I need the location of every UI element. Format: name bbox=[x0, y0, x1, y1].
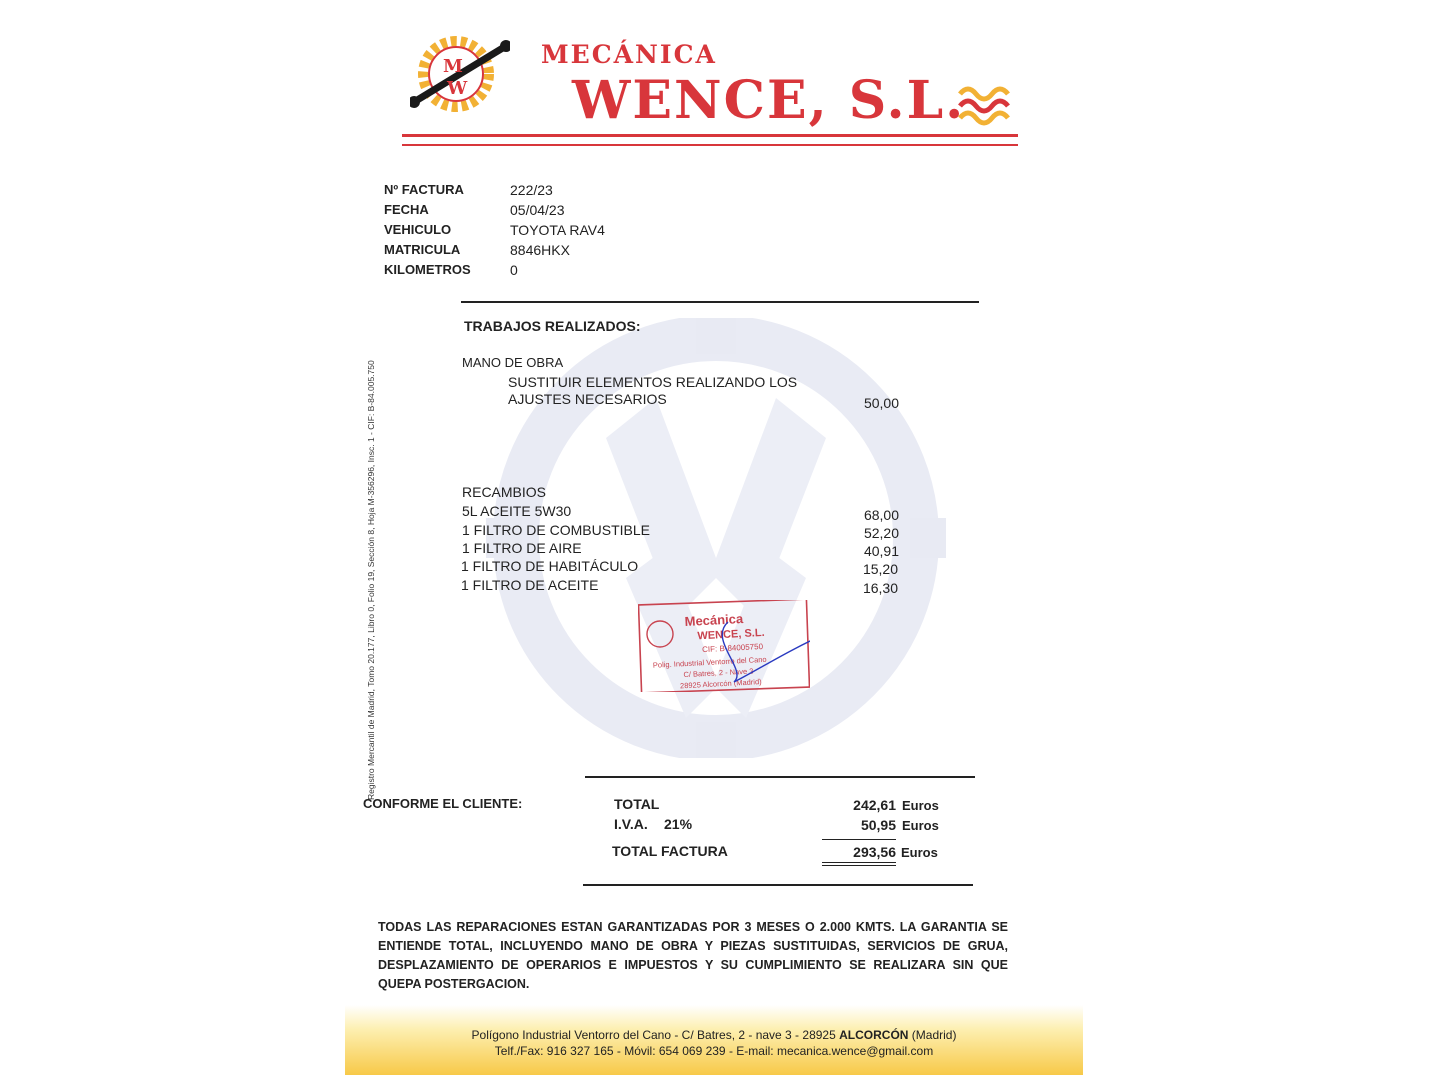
date-label: FECHA bbox=[384, 202, 429, 217]
total-value: 242,61 bbox=[853, 797, 896, 813]
footer-address-prefix: Polígono Industrial Ventorro del Cano - C/ Batres, 2 - nave 3 - 28925 bbox=[471, 1028, 836, 1042]
brand-subtitle: MECÁNICA bbox=[541, 40, 717, 69]
part-amount: 40,91 bbox=[863, 543, 899, 559]
total-factura-double-underline bbox=[822, 865, 896, 866]
vehicle-value: TOYOTA RAV4 bbox=[510, 222, 605, 238]
total-currency: Euros bbox=[902, 798, 939, 813]
plate-label: MATRICULA bbox=[384, 242, 461, 257]
part-amount: 15,20 bbox=[862, 561, 898, 577]
vat-value: 50,95 bbox=[860, 817, 896, 833]
part-item: 1 FILTRO DE AIRE bbox=[462, 540, 582, 556]
stamp-line2: WENCE, S.L. bbox=[697, 626, 765, 643]
labor-desc-line1: SUSTITUIR ELEMENTOS REALIZANDO LOS bbox=[508, 374, 798, 390]
total-factura-overline bbox=[822, 839, 896, 840]
labor-amount: 50,00 bbox=[863, 395, 899, 411]
kilometers-value: 0 bbox=[510, 262, 518, 278]
total-factura-underline bbox=[822, 862, 896, 863]
stamp-line5: C/ Batres, 2 - Nave 3 bbox=[683, 666, 754, 680]
stamp-line6: 28925 Alcorcón (Madrid) bbox=[679, 677, 762, 691]
footer-region: (Madrid) bbox=[911, 1028, 957, 1042]
plate-value: 8846HKX bbox=[510, 242, 570, 258]
brand-title: WENCE, S.L. bbox=[572, 70, 966, 131]
labor-label: MANO DE OBRA bbox=[462, 355, 564, 370]
gear-wrench-logo-icon bbox=[410, 32, 510, 112]
invoice-total-currency: Euros bbox=[901, 845, 938, 860]
part-amount: 68,00 bbox=[863, 507, 899, 523]
part-amount: 52,20 bbox=[863, 525, 899, 541]
vat-label: I.V.A. bbox=[614, 816, 648, 832]
vat-rate: 21% bbox=[664, 816, 693, 832]
stamp-line1: Mecánica bbox=[684, 610, 744, 630]
kilometers-label: KILOMETROS bbox=[384, 262, 471, 277]
guarantee-note: TODAS LAS REPARACIONES ESTAN GARANTIZADAS POR 3 MESES O 2.000 KMTS. LA GARANTIA SE ENTIENDE TOTAL, INCLUYENDO MANO DE OBRA Y PIEZAS SUSTITUIDAS, SERVICIOS DE GRUA, DESPLAZAMIENTO DE OPERARIOS E IMPUESTOS Y SU CUMPLIMIENTO SE REALIZARA SIN QUE QUEPA POSTERGACION. bbox=[378, 920, 1008, 991]
part-item: 1 FILTRO DE COMBUSTIBLE bbox=[462, 522, 650, 538]
header-divider-secondary bbox=[402, 144, 1018, 146]
part-amount: 16,30 bbox=[862, 580, 898, 596]
totals-top-rule bbox=[585, 776, 975, 778]
labor-desc-line2: AJUSTES NECESARIOS bbox=[508, 391, 667, 407]
company-stamp bbox=[638, 600, 810, 692]
section-divider bbox=[461, 301, 979, 303]
invoice-total-label: TOTAL FACTURA bbox=[612, 843, 728, 859]
totals-bottom-rule bbox=[583, 884, 973, 886]
vehicle-label: VEHICULO bbox=[384, 222, 452, 237]
svg-text:M: M bbox=[443, 56, 463, 77]
footer-contact: Telf./Fax: 916 327 165 - Móvil: 654 069 239 - E-mail: mecanica.wence@gmail.com bbox=[494, 1044, 934, 1058]
stamp-line3: CIF: B-84005750 bbox=[701, 641, 764, 655]
part-item: 1 FILTRO DE ACEITE bbox=[461, 577, 599, 593]
part-item: 1 FILTRO DE HABITÁCULO bbox=[461, 558, 639, 574]
client-signature-label: CONFORME EL CLIENTE: bbox=[363, 796, 523, 811]
waves-logo-icon bbox=[958, 84, 1016, 128]
registry-info: Registro Mercantil de Madrid, Tomo 20.177, Libro 0, Folio 19, Sección 8, Hoja M-356296, Insc. 1 - CIF: B-84.005.750 bbox=[366, 360, 376, 800]
vat-currency: Euros bbox=[902, 818, 939, 833]
works-title: TRABAJOS REALIZADOS: bbox=[464, 318, 641, 334]
date-value: 05/04/23 bbox=[510, 202, 565, 218]
footer-city: ALCORCÓN bbox=[839, 1028, 909, 1042]
header-divider bbox=[402, 134, 1018, 137]
invoice-number-label: Nº FACTURA bbox=[384, 182, 464, 197]
total-label: TOTAL bbox=[614, 796, 660, 812]
part-item: 5L ACEITE 5W30 bbox=[462, 503, 572, 519]
parts-label: RECAMBIOS bbox=[462, 484, 547, 500]
footer-address bbox=[345, 1028, 1083, 1042]
invoice-total-value: 293,56 bbox=[853, 844, 896, 860]
stamp-line4: Polig. Industrial Ventorro del Cano bbox=[652, 654, 767, 670]
svg-text:W: W bbox=[447, 78, 468, 99]
invoice-number-value: 222/23 bbox=[510, 182, 553, 198]
